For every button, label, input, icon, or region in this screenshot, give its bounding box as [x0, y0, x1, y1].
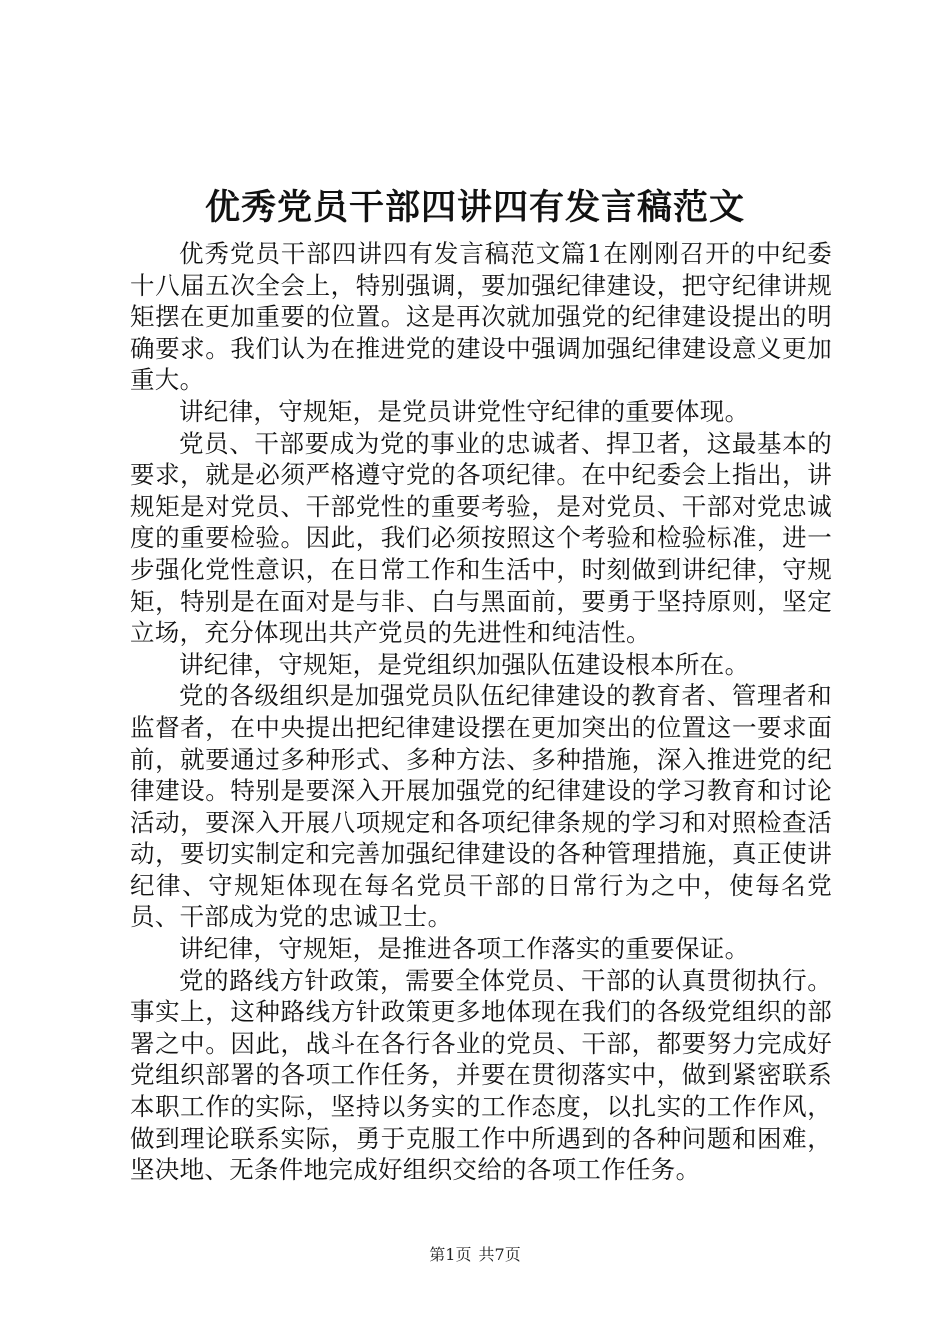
paragraph-intro: 优秀党员干部四讲四有发言稿范文篇1在刚刚召开的中纪委十八届五次全会上，特别强调，要加强纪律建设，把守纪律讲规矩摆在更加重要的位置。这是再次就加强党的纪律建设提出的明确要求。我们认为在推进党的建设中强调加强纪律建设意义更加重大。 — [130, 239, 832, 395]
document-body — [130, 238, 832, 1186]
paragraph-body-1: 党员、干部要成为党的事业的忠诚者、捍卫者，这最基本的要求，就是必须严格遵守党的各项纪律。在中纪委会上指出，讲规矩是对党员、干部党性的重要考验，是对党员、干部对党忠诚度的重要检验。因此，我们必须按照这个考验和检验标准，进一步强化党性意识，在日常工作和生活中，时刻做到讲纪律，守规矩，特别是在面对是与非、白与黑面前，要勇于坚持原则，坚定立场，充分体现出共产党员的先进性和纯洁性。 — [130, 428, 832, 648]
paragraph-heading-3: 讲纪律，守规矩，是推进各项工作落实的重要保证。 — [179, 934, 750, 964]
paragraph-body-2: 党的各级组织是加强党员队伍纪律建设的教育者、管理者和监督者，在中央提出把纪律建设摆在更加突出的位置这一要求面前，就要通过多种形式、多种方法、多种措施，深入推进党的纪律建设。特别是要深入开展加强党的纪律建设的学习教育和讨论活动，要深入开展八项规定和各项纪律条规的学习和对照检查活动，要切实制定和完善加强纪律建设的各种管理措施，真正使讲纪律、守规矩体现在每名党员干部的日常行为之中，使每名党员、干部成为党的忠诚卫士。 — [130, 681, 832, 932]
page-footer — [0, 1244, 950, 1266]
document-title: 优秀党员干部四讲四有发言稿范文 — [204, 187, 745, 228]
page-total: 共7页 — [478, 1245, 521, 1264]
paragraph-heading-2: 讲纪律，守规矩，是党组织加强队伍建设根本所在。 — [179, 649, 750, 679]
paragraph-body-3: 党的路线方针政策，需要全体党员、干部的认真贯彻执行。事实上，这种路线方针政策更多地体现在我们的各级党组织的部署之中。因此，战斗在各行各业的党员、干部，都要努力完成好党组织部署的各项工作任务，并要在贯彻落实中，做到紧密联系本职工作的实际，坚持以务实的工作态度，以扎实的工作作风，做到理论联系实际，勇于克服工作中所遇到的各种问题和困难，坚决地、无条件地完成好组织交给的各项工作任务。 — [130, 965, 832, 1185]
paragraph-heading-1: 讲纪律，守规矩，是党员讲党性守纪律的重要体现。 — [179, 396, 750, 426]
page-number: 第1页 — [429, 1245, 472, 1264]
